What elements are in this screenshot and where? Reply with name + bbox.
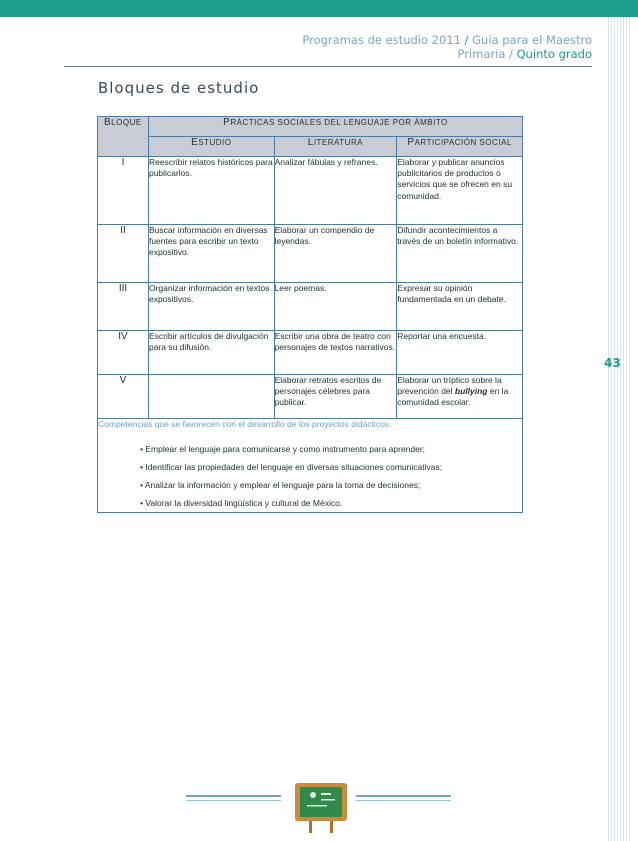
cell-participacion: Expresar su opinión fundamentada en un debate.	[397, 283, 523, 331]
header-participacion: PARTICIPACIÓN SOCIAL	[397, 137, 523, 157]
bloques-table	[97, 116, 523, 513]
table-row	[98, 331, 523, 375]
cell-participacion: Elaborar y publicar anuncios publicitarios de productos o servicios que se ofrecen en su comunidad.	[397, 157, 523, 225]
bloque-label: II	[98, 225, 149, 283]
cell-literatura: Analizar fábulas y refranes.	[274, 157, 397, 225]
table-row	[98, 375, 523, 419]
table-row	[98, 225, 523, 283]
competencia-item: • Analizar la información y emplear el lenguaje para la toma de decisiones;	[140, 480, 421, 490]
bloque-label: III	[98, 283, 149, 331]
cell-literatura: Leer poemas.	[274, 283, 397, 331]
cell-participacion: Reportar una encuesta.	[397, 331, 523, 375]
footer-line-left	[186, 795, 281, 801]
bloque-label: IV	[98, 331, 149, 375]
header-grade: Primaria / Quinto grado	[457, 47, 592, 61]
cell-estudio: Organizar información en textos expositivos.	[148, 283, 274, 331]
bullying-word: bullying	[454, 386, 488, 397]
cell-estudio: Escribir artículos de divulgación para su difusión.	[148, 331, 274, 375]
competencias-row	[98, 419, 523, 513]
footer-line-right	[356, 795, 451, 801]
header-rule	[64, 66, 592, 67]
cell-estudio	[148, 375, 274, 419]
competencia-item: • Emplear el lenguaje para comunicarse y como instrumento para aprender;	[140, 444, 426, 454]
header-estudio: ESTUDIO	[148, 137, 274, 157]
cell-literatura: Elaborar retratos escritos de personajes célebres para publicar.	[274, 375, 397, 419]
footer-decoration	[181, 775, 461, 835]
side-stripes	[608, 17, 630, 841]
table-row	[98, 157, 523, 225]
section-title: Bloques de estudio	[98, 79, 260, 97]
chalkboard-icon	[295, 783, 347, 833]
cell-literatura: Elaborar un compendio de leyendas.	[274, 225, 397, 283]
bloque-label: I	[98, 157, 149, 225]
top-color-bar	[0, 0, 638, 17]
header-program: Programas de estudio 2011 / Guía para el Maestro	[302, 33, 592, 47]
bloque-label: V	[98, 375, 149, 419]
cell-literatura: Escribir una obra de teatro con personajes de textos narrativos.	[274, 331, 397, 375]
competencia-item: • Identificar las propiedades del lenguaje en diversas situaciones comunicativas;	[140, 462, 443, 472]
header-literatura: LITERATURA	[274, 137, 397, 157]
header-bloque: BLOQUE	[98, 117, 149, 157]
cell-participacion: Elaborar un tríptico sobre la prevención del bullying en la comunidad escolar.	[397, 375, 523, 419]
competencia-item: • Valorar la diversidad lingüística y cultural de México.	[140, 498, 343, 508]
table-row	[98, 283, 523, 331]
cell-estudio: Buscar información en diversas fuentes para escribir un texto expositivo.	[148, 225, 274, 283]
competencias-title: Competencias que se favorecen con el desarrollo de los proyectos didácticos:	[98, 419, 392, 429]
page-number: 43	[604, 356, 621, 370]
cell-estudio: Reescribir relatos históricos para publicarlos.	[148, 157, 274, 225]
cell-participacion: Difundir acontecimientos a través de un boletín informativo.	[397, 225, 523, 283]
competencias-cell	[98, 419, 523, 513]
header-practicas: PRÁCTICAS SOCIALES DEL LENGUAJE POR ÁMBITO	[148, 117, 522, 137]
